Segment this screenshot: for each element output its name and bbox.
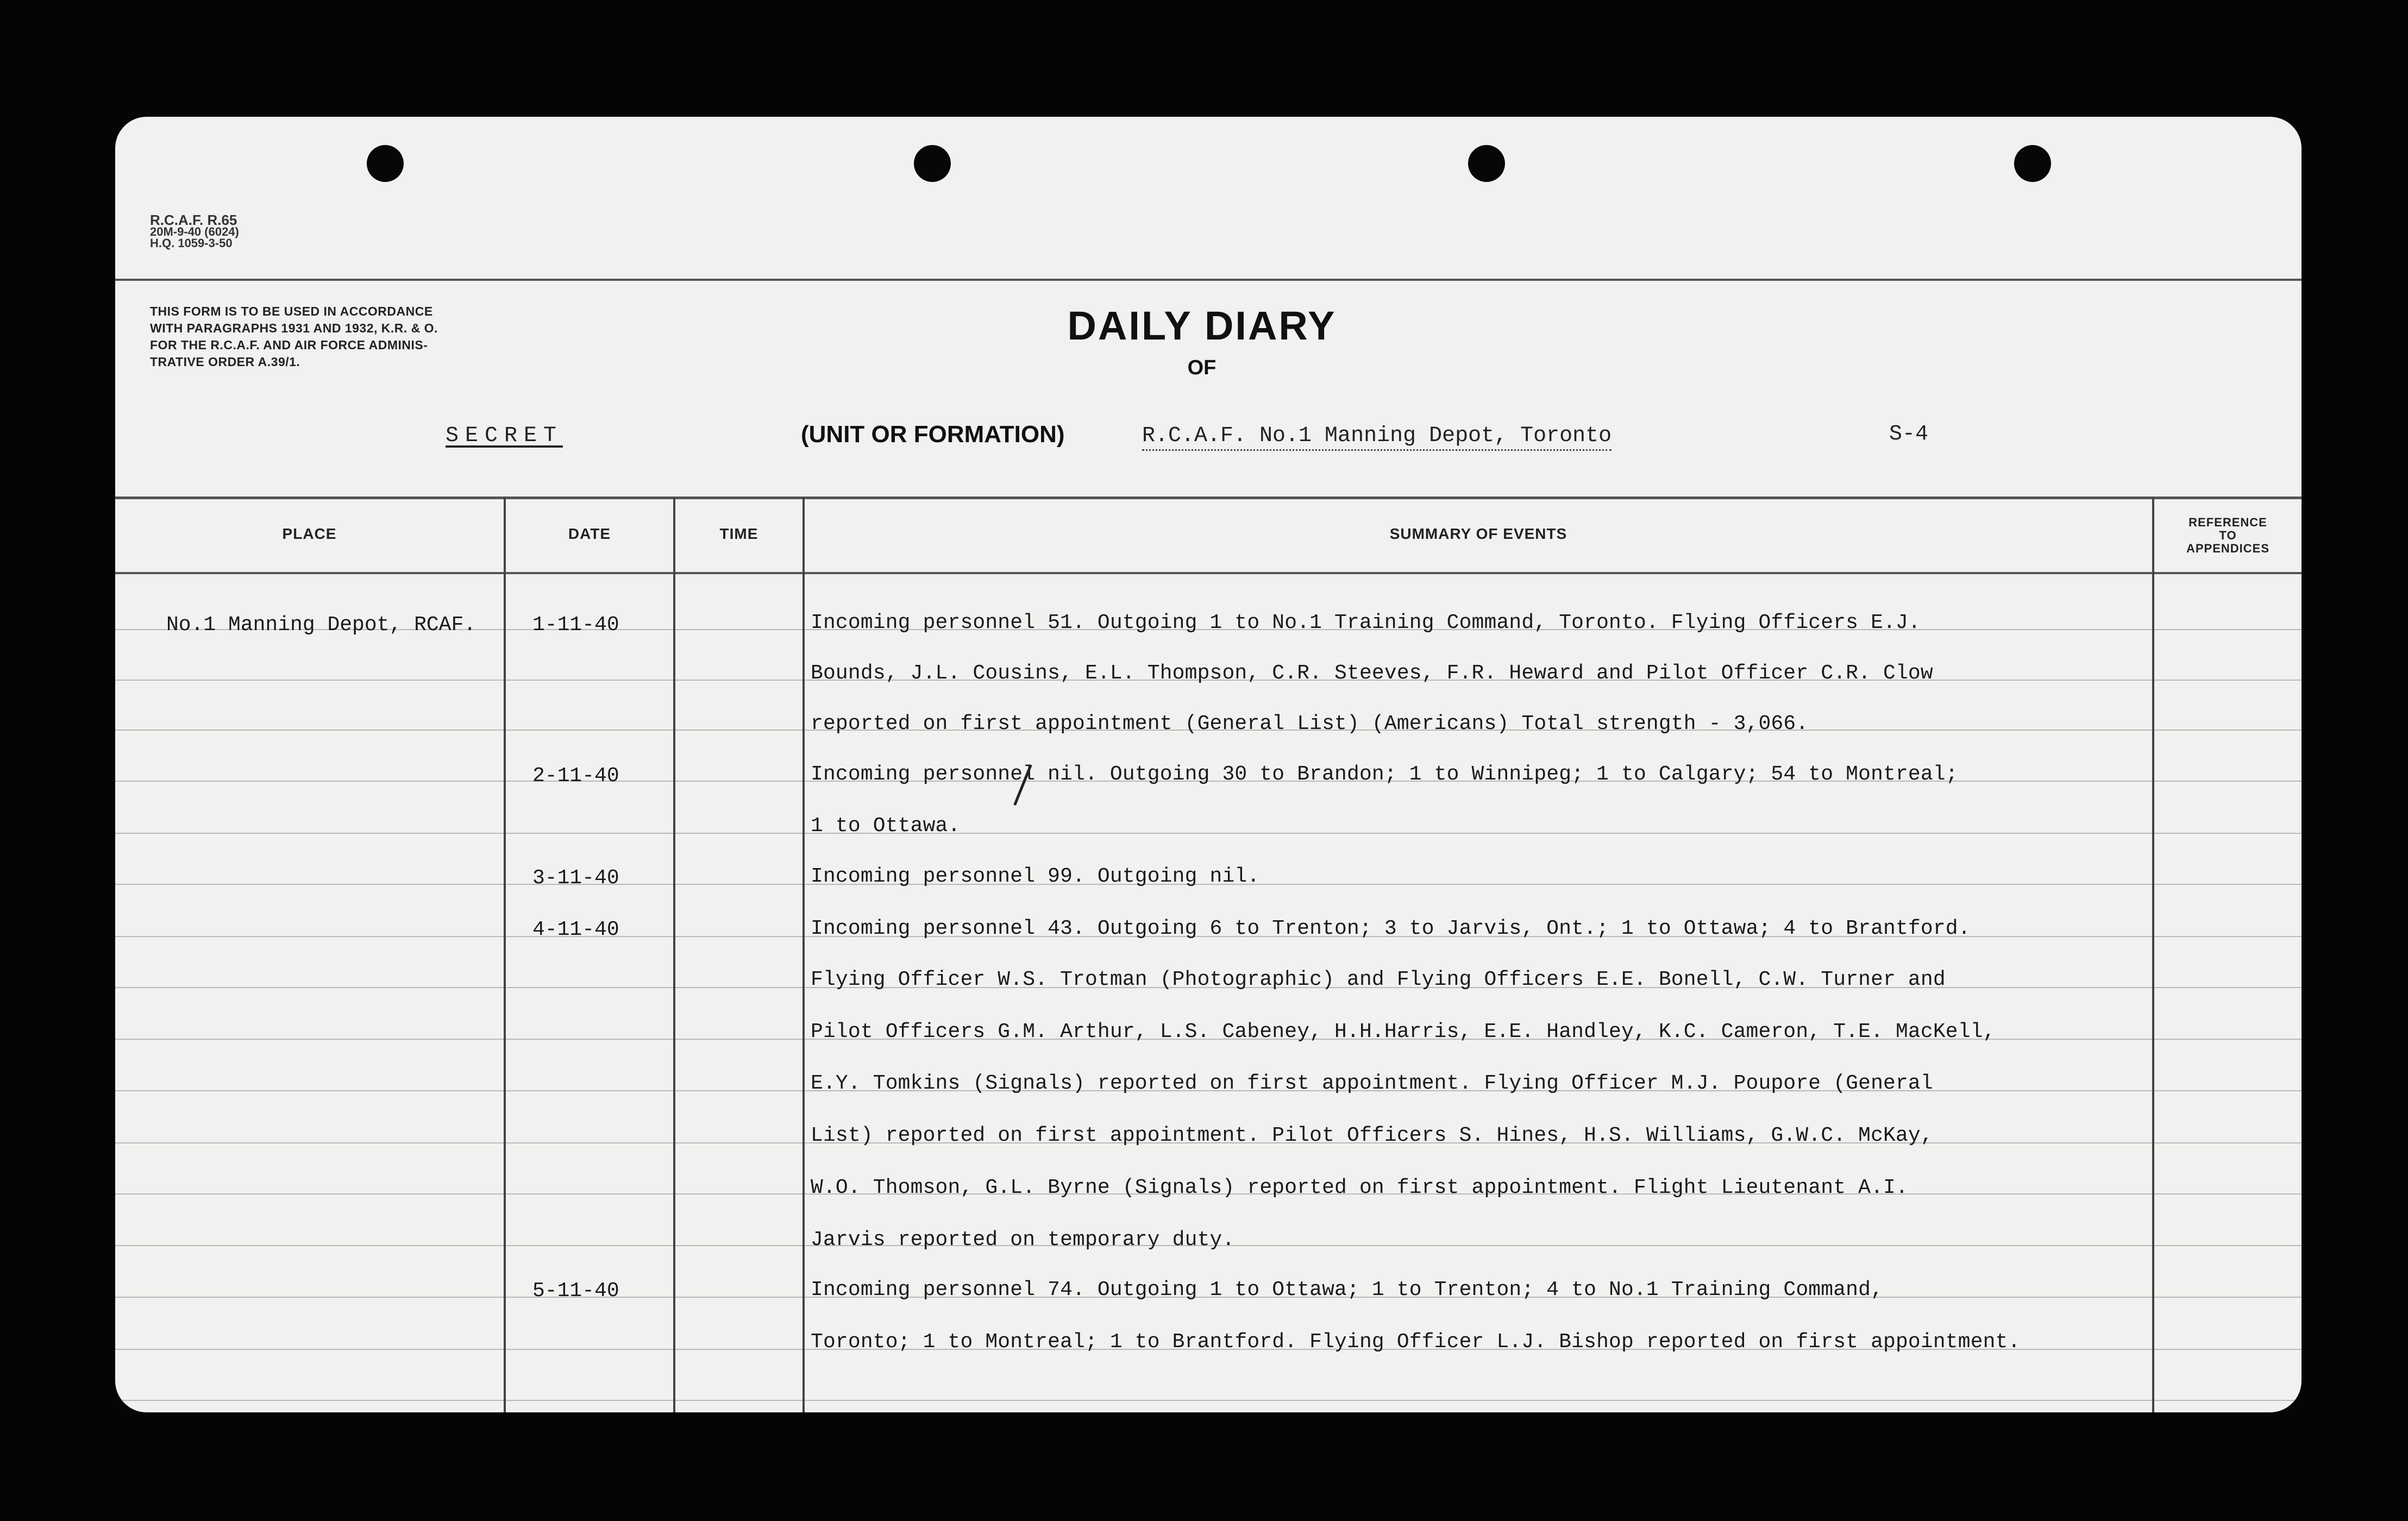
date-entry: 2-11-40 — [532, 764, 619, 788]
punch-hole — [914, 145, 951, 182]
column-header-date: DATE — [568, 525, 611, 542]
form-number-line: H.Q. 1059-3-50 — [150, 236, 233, 250]
summary-line: List) reported on first appointment. Pilot Officers S. Hines, H.S. Williams, G.W.C. McKay, — [811, 1124, 1933, 1147]
column-header-place: PLACE — [282, 525, 337, 542]
reference-heading-line: TO — [2219, 529, 2237, 542]
page-reference: S-4 — [1889, 422, 1929, 447]
summary-line: Incoming personnel 51. Outgoing 1 to No.1 Training Command, Toronto. Flying Officers E.J. — [811, 611, 1921, 634]
summary-line: E.Y. Tomkins (Signals) reported on first appointment. Flying Officer M.J. Poupore (General — [811, 1072, 1933, 1095]
summary-line: W.O. Thomson, G.L. Byrne (Signals) reported on first appointment. Flight Lieutenant A.I. — [811, 1176, 1908, 1199]
summary-line: Incoming personnel 43. Outgoing 6 to Trenton; 3 to Jarvis, Ont.; 1 to Ottawa; 4 to Brantford. — [811, 917, 1971, 940]
punch-hole — [367, 145, 404, 182]
column-rule — [504, 497, 506, 1412]
form-number-line: 20M-9-40 (6024) — [150, 225, 239, 238]
summary-line: Incoming personnel 99. Outgoing nil. — [811, 865, 1260, 888]
date-entry: 5-11-40 — [532, 1279, 619, 1303]
summary-line: Jarvis reported on temporary duty. — [811, 1228, 1235, 1252]
ruled-line — [115, 833, 2302, 834]
punch-hole — [2014, 145, 2051, 182]
column-rule — [802, 497, 805, 1412]
unit-label: (UNIT OR FORMATION) — [801, 421, 1065, 448]
form-number — [150, 212, 239, 250]
instruction-line: TRATIVE ORDER A.39/1. — [150, 355, 300, 369]
column-rule — [2152, 497, 2154, 1412]
summary-line: reported on first appointment (General List) (Americans) Total strength - 3,066. — [811, 712, 1809, 736]
reference-heading-line: APPENDICES — [2186, 542, 2270, 555]
header-divider — [115, 279, 2302, 281]
column-header-bottom-line — [115, 572, 2302, 574]
place-entry: No.1 Manning Depot, RCAF. — [166, 613, 476, 637]
column-header-reference — [2154, 516, 2302, 555]
summary-line: Flying Officer W.S. Trotman (Photographic) and Flying Officers E.E. Bonell, C.W. Turner and — [811, 968, 1946, 991]
instruction-line: THIS FORM IS TO BE USED IN ACCORDANCE — [150, 304, 433, 318]
table-top-line — [115, 496, 2302, 499]
column-rule — [673, 497, 675, 1412]
summary-line: Pilot Officers G.M. Arthur, L.S. Cabeney, H.H.Harris, E.E. Handley, K.C. Cameron, T.E. MacKell, — [811, 1020, 1996, 1044]
summary-line: 1 to Ottawa. — [811, 814, 961, 838]
summary-line: Incoming personnel nil. Outgoing 30 to Brandon; 1 to Winnipeg; 1 to Calgary; 54 to Montreal; — [811, 763, 1958, 786]
date-entry: 4-11-40 — [532, 918, 619, 941]
summary-line: Incoming personnel 74. Outgoing 1 to Ottawa; 1 to Trenton; 4 to No.1 Training Command, — [811, 1278, 1884, 1302]
instruction-line: FOR THE R.C.A.F. AND AIR FORCE ADMINIS- — [150, 338, 428, 352]
security-classification: SECRET — [446, 424, 563, 448]
form-instructions — [150, 303, 595, 370]
reference-heading-line: REFERENCE — [2188, 516, 2267, 529]
diary-title: DAILY DIARY — [1067, 303, 1337, 348]
summary-line: Toronto; 1 to Montreal; 1 to Brantford. Flying Officer L.J. Bishop reported on first appointment. — [811, 1330, 2021, 1354]
date-entry: 1-11-40 — [532, 613, 619, 637]
unit-name: R.C.A.F. No.1 Manning Depot, Toronto — [1142, 424, 1611, 451]
diary-title-of: OF — [1187, 356, 1216, 379]
ruled-line — [115, 1400, 2302, 1401]
form-number-line: R.C.A.F. R.65 — [150, 212, 237, 228]
date-entry: 3-11-40 — [532, 866, 619, 890]
diary-form-sheet — [115, 117, 2302, 1412]
instruction-line: WITH PARAGRAPHS 1931 AND 1932, K.R. & O. — [150, 321, 438, 335]
punch-hole — [1468, 145, 1505, 182]
summary-line: Bounds, J.L. Cousins, E.L. Thompson, C.R. Steeves, F.R. Heward and Pilot Officer C.R. Clow — [811, 662, 1933, 685]
column-header-time: TIME — [719, 525, 758, 542]
column-header-summary: SUMMARY OF EVENTS — [1389, 525, 1567, 542]
